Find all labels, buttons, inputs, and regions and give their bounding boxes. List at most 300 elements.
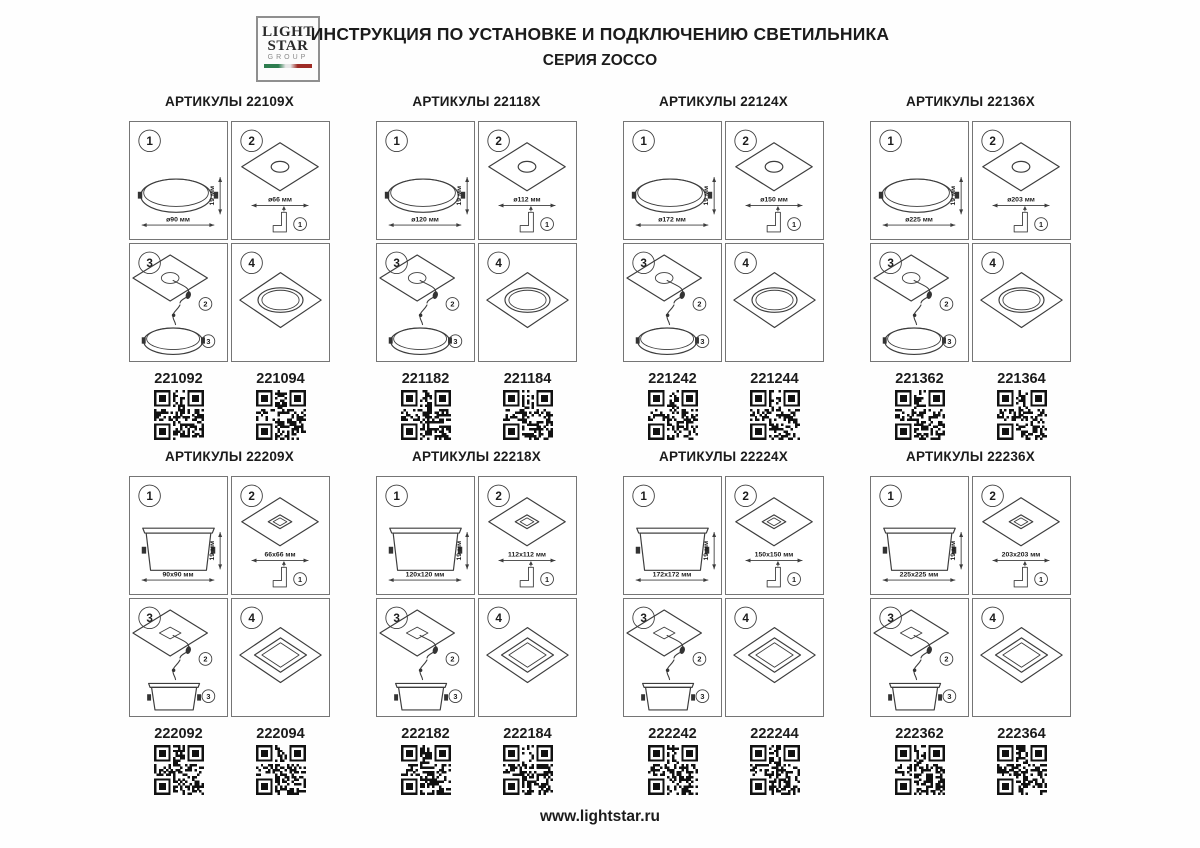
step4-installed-drawing — [232, 244, 329, 361]
height-dimension-label: 19 мм — [949, 185, 957, 206]
qr-code[interactable] — [256, 745, 306, 795]
square-cutout-hole — [1009, 515, 1033, 529]
instruction-steps-grid — [129, 121, 330, 362]
cell-step-1 — [129, 476, 228, 595]
article-number: 221182 — [401, 371, 450, 387]
step-number: 3 — [640, 257, 647, 271]
square-fixture-drawing — [389, 528, 462, 570]
step1-fixture-drawing — [377, 477, 474, 594]
cell-step-3 — [870, 598, 969, 717]
panel-title: АРТИКУЛЫ 22109X — [165, 94, 294, 109]
ceiling-tile — [487, 628, 568, 683]
height-dimension-label: 19 мм — [208, 540, 216, 561]
ceiling-tile — [489, 498, 565, 546]
power-cable — [173, 635, 189, 658]
article-number: 221184 — [503, 371, 552, 387]
bracket-ref-number: 1 — [545, 574, 550, 584]
round-cutout-hole — [1012, 161, 1030, 172]
bracket-ref-number: 1 — [1039, 574, 1044, 584]
mounting-bracket-icon — [1014, 212, 1027, 232]
cutout-dimension-label: 112x112 мм — [508, 551, 546, 559]
ceiling-tile — [242, 143, 318, 191]
cable-plug — [913, 313, 917, 317]
cable-plug — [419, 313, 423, 317]
cell-step-4 — [972, 598, 1071, 717]
step4-installed-drawing — [726, 599, 823, 716]
website-link[interactable]: www.lightstar.ru — [540, 808, 660, 825]
ceiling-tile — [240, 628, 321, 683]
cable-connector — [185, 291, 192, 300]
step-number: 4 — [495, 257, 502, 271]
qr-code[interactable] — [648, 745, 698, 795]
article-number: 221092 — [154, 371, 203, 387]
connector-ref-number: 2 — [697, 299, 702, 309]
height-dimension-label: 19 мм — [455, 540, 463, 561]
page-title: ИНСТРУКЦИЯ ПО УСТАНОВКЕ И ПОДКЛЮЧЕНИЮ СВЕТИЛЬНИКА — [310, 24, 890, 44]
cable-plug — [172, 313, 176, 317]
article-panel — [376, 449, 577, 795]
step4-installed-drawing — [232, 599, 329, 716]
bracket-ref-number: 1 — [545, 219, 550, 229]
panel-title: АРТИКУЛЫ 22118X — [412, 94, 541, 109]
article-number: 222242 — [648, 726, 697, 742]
article-numbers — [129, 726, 330, 742]
ceiling-tile — [983, 143, 1059, 191]
cell-step-1 — [870, 476, 969, 595]
ceiling-tile — [981, 273, 1062, 328]
qr-code[interactable] — [401, 745, 451, 795]
square-fixture-drawing — [636, 528, 709, 570]
article-numbers — [870, 726, 1071, 742]
panels-row-2 — [0, 449, 1200, 795]
step-number: 3 — [887, 257, 894, 271]
bracket-ref-number: 1 — [792, 574, 797, 584]
article-number: 222182 — [401, 726, 450, 742]
cell-step-1 — [623, 476, 722, 595]
round-cutout-hole — [271, 161, 289, 172]
cell-step-2 — [231, 121, 330, 240]
instruction-steps-grid — [623, 476, 824, 717]
step-number: 1 — [640, 490, 647, 504]
step1-fixture-drawing — [624, 122, 721, 239]
ceiling-tile — [489, 143, 565, 191]
qr-code[interactable] — [154, 390, 204, 440]
step2-cutout-drawing — [479, 122, 576, 239]
step1-fixture-drawing — [377, 122, 474, 239]
ceiling-tile — [734, 273, 815, 328]
height-dimension-label: 19 мм — [949, 540, 957, 561]
cable-connector — [432, 291, 439, 300]
ceiling-tile — [981, 628, 1062, 683]
step2-cutout-drawing — [973, 122, 1070, 239]
qr-code[interactable] — [895, 745, 945, 795]
bracket-ref-number: 1 — [792, 219, 797, 229]
step-number: 3 — [146, 612, 153, 626]
article-number: 222092 — [154, 726, 203, 742]
article-numbers — [623, 726, 824, 742]
cutout-dimension-label: ø150 мм — [760, 196, 788, 204]
step2-cutout-drawing — [973, 477, 1070, 594]
step4-installed-drawing — [479, 599, 576, 716]
step3-wiring-drawing — [624, 244, 721, 361]
instruction-steps-grid — [376, 121, 577, 362]
fixture-ref-number: 3 — [947, 691, 952, 701]
qr-codes — [623, 390, 824, 440]
cable-plug — [172, 668, 176, 672]
step-number: 1 — [146, 490, 153, 504]
cable-connector — [432, 646, 439, 655]
qr-code[interactable] — [997, 745, 1047, 795]
step-number: 2 — [742, 135, 749, 149]
step4-installed-drawing — [973, 244, 1070, 361]
cable-connector — [926, 291, 933, 300]
step3-wiring-drawing — [377, 244, 474, 361]
square-fixture-drawing — [883, 528, 956, 570]
bracket-ref-number: 1 — [298, 219, 303, 229]
article-number: 221244 — [750, 371, 799, 387]
step3-wiring-drawing — [377, 599, 474, 716]
article-number: 222184 — [503, 726, 552, 742]
installed-round-fixture — [999, 288, 1044, 312]
header — [0, 24, 1200, 70]
cell-step-2 — [725, 476, 824, 595]
cell-step-4 — [725, 598, 824, 717]
cell-step-2 — [478, 121, 577, 240]
square-cutout-hole — [515, 515, 539, 529]
power-cable — [420, 280, 436, 303]
step1-fixture-drawing — [871, 122, 968, 239]
cell-step-1 — [623, 121, 722, 240]
article-numbers — [376, 726, 577, 742]
power-cable — [667, 280, 683, 303]
logo-text-light: LIGHT — [262, 24, 314, 40]
power-cable — [667, 635, 683, 658]
step2-cutout-drawing — [726, 122, 823, 239]
cutout-dimension-label: ø203 мм — [1007, 196, 1035, 204]
width-dimension-label: ø90 мм — [166, 216, 190, 224]
step-number: 1 — [887, 490, 894, 504]
cutout-dimension-label: 150x150 мм — [754, 551, 794, 559]
round-fixture-drawing — [138, 179, 218, 212]
article-number: 221094 — [256, 371, 305, 387]
instruction-steps-grid — [870, 476, 1071, 717]
power-cable — [914, 280, 930, 303]
cell-step-1 — [376, 121, 475, 240]
instruction-steps-grid — [623, 121, 824, 362]
mounting-bracket-icon — [1014, 567, 1027, 587]
step-number: 2 — [989, 135, 996, 149]
article-numbers — [623, 371, 824, 387]
connector-ref-number: 2 — [697, 654, 702, 664]
step1-fixture-drawing — [624, 477, 721, 594]
panel-title: АРТИКУЛЫ 22224X — [659, 449, 788, 464]
step-number: 4 — [989, 257, 996, 271]
cell-step-3 — [376, 598, 475, 717]
step3-wiring-drawing — [624, 599, 721, 716]
ceiling-tile — [133, 610, 207, 656]
step3-wiring-drawing — [871, 599, 968, 716]
article-panel — [129, 449, 330, 795]
step-number: 1 — [393, 135, 400, 149]
step4-installed-drawing — [973, 599, 1070, 716]
qr-code[interactable] — [997, 390, 1047, 440]
width-dimension-label: 225x225 мм — [899, 571, 939, 579]
step-number: 4 — [495, 612, 502, 626]
round-fixture-drawing — [879, 179, 959, 212]
step-number: 4 — [742, 257, 749, 271]
qr-code[interactable] — [503, 745, 553, 795]
instruction-steps-grid — [870, 121, 1071, 362]
step2-cutout-drawing — [232, 122, 329, 239]
step1-fixture-drawing — [130, 122, 227, 239]
cable-plug — [666, 668, 670, 672]
installed-square-fixture — [255, 638, 307, 672]
step-number: 4 — [248, 257, 255, 271]
connector-ref-number: 2 — [203, 654, 208, 664]
ceiling-tile — [736, 143, 812, 191]
cable-plug — [419, 668, 423, 672]
panel-title: АРТИКУЛЫ 22136X — [906, 94, 1035, 109]
qr-codes — [623, 745, 824, 795]
cable-connector — [679, 291, 686, 300]
step-number: 3 — [393, 612, 400, 626]
ceiling-tile — [627, 610, 701, 656]
bracket-ref-number: 1 — [298, 574, 303, 584]
installed-square-fixture — [502, 638, 554, 672]
panel-title: АРТИКУЛЫ 22209X — [165, 449, 294, 464]
qr-codes — [129, 745, 330, 795]
step3-wiring-drawing — [130, 244, 227, 361]
mounting-bracket-icon — [273, 567, 286, 587]
square-cutout-hole — [268, 515, 292, 529]
step-number: 2 — [495, 490, 502, 504]
ceiling-tile — [874, 610, 948, 656]
step1-fixture-drawing — [871, 477, 968, 594]
qr-code[interactable] — [648, 390, 698, 440]
ceiling-tile — [734, 628, 815, 683]
series-subtitle: СЕРИЯ ZOCCO — [542, 52, 658, 69]
fixture-ref-number: 3 — [700, 691, 705, 701]
cell-step-4 — [231, 243, 330, 362]
width-dimension-label: ø225 мм — [905, 216, 933, 224]
mounting-bracket-icon — [273, 212, 286, 232]
cable-plug — [666, 313, 670, 317]
article-panel — [623, 449, 824, 795]
cell-step-2 — [231, 476, 330, 595]
cell-step-3 — [376, 243, 475, 362]
cable-plug — [913, 668, 917, 672]
qr-code[interactable] — [256, 390, 306, 440]
panel-title: АРТИКУЛЫ 22236X — [906, 449, 1035, 464]
article-number: 222362 — [895, 726, 944, 742]
instruction-steps-grid — [376, 476, 577, 717]
logo-text-group: GROUP — [267, 54, 309, 61]
width-dimension-label: 90x90 мм — [162, 571, 194, 579]
width-dimension-label: ø120 мм — [411, 216, 439, 224]
step2-cutout-drawing — [726, 477, 823, 594]
height-dimension-label: 19 мм — [702, 185, 710, 206]
step-number: 2 — [248, 135, 255, 149]
step-number: 1 — [393, 490, 400, 504]
connector-ref-number: 2 — [450, 654, 455, 664]
round-cutout-hole — [765, 161, 783, 172]
cell-step-1 — [376, 476, 475, 595]
cell-step-3 — [129, 243, 228, 362]
article-numbers — [129, 371, 330, 387]
fixture-ref-number: 3 — [453, 691, 458, 701]
step4-installed-drawing — [726, 244, 823, 361]
cell-step-4 — [478, 243, 577, 362]
article-number: 222364 — [997, 726, 1046, 742]
article-panel — [129, 94, 330, 440]
step2-cutout-drawing — [479, 477, 576, 594]
fixture-ref-number: 3 — [206, 691, 211, 701]
qr-codes — [129, 390, 330, 440]
fixture-ref-number: 3 — [206, 336, 211, 346]
cutout-dimension-label: ø112 мм — [513, 196, 541, 204]
installed-round-fixture — [752, 288, 797, 312]
ceiling-tile — [380, 255, 454, 301]
step-number: 1 — [640, 135, 647, 149]
installed-square-fixture — [996, 638, 1048, 672]
step4-installed-drawing — [479, 244, 576, 361]
round-fixture-drawing — [385, 179, 465, 212]
ceiling-tile — [736, 498, 812, 546]
connector-ref-number: 2 — [203, 299, 208, 309]
connector-ref-number: 2 — [944, 299, 949, 309]
article-numbers — [870, 371, 1071, 387]
height-dimension-label: 19 мм — [702, 540, 710, 561]
article-panel — [376, 94, 577, 440]
panel-title: АРТИКУЛЫ 22218X — [412, 449, 541, 464]
cell-step-3 — [129, 598, 228, 717]
step2-cutout-drawing — [232, 477, 329, 594]
installed-round-fixture — [505, 288, 550, 312]
cell-step-3 — [623, 243, 722, 362]
cutout-dimension-label: ø66 мм — [268, 196, 292, 204]
step-number: 4 — [248, 612, 255, 626]
article-number: 222094 — [256, 726, 305, 742]
qr-codes — [870, 390, 1071, 440]
panel-title: АРТИКУЛЫ 22124X — [659, 94, 788, 109]
panels-row-1 — [0, 94, 1200, 440]
step-number: 1 — [146, 135, 153, 149]
round-fixture-drawing — [632, 179, 712, 212]
power-cable — [914, 635, 930, 658]
cable-connector — [926, 646, 933, 655]
cell-step-4 — [231, 598, 330, 717]
article-numbers — [376, 371, 577, 387]
ceiling-tile — [380, 610, 454, 656]
cell-step-1 — [870, 121, 969, 240]
step3-wiring-drawing — [130, 599, 227, 716]
qr-code[interactable] — [401, 390, 451, 440]
ceiling-tile — [627, 255, 701, 301]
cell-step-2 — [725, 121, 824, 240]
qr-code[interactable] — [750, 745, 800, 795]
cell-step-4 — [478, 598, 577, 717]
cell-step-1 — [129, 121, 228, 240]
qr-code[interactable] — [154, 745, 204, 795]
square-fixture-drawing — [142, 528, 215, 570]
height-dimension-label: 19 мм — [208, 185, 216, 206]
step3-wiring-drawing — [871, 244, 968, 361]
mounting-bracket-icon — [767, 567, 780, 587]
ceiling-tile — [240, 273, 321, 328]
power-cable — [173, 280, 189, 303]
step1-fixture-drawing — [130, 477, 227, 594]
article-number: 222244 — [750, 726, 799, 742]
qr-codes — [376, 745, 577, 795]
ceiling-tile — [133, 255, 207, 301]
mounting-bracket-icon — [767, 212, 780, 232]
power-cable — [420, 635, 436, 658]
cutout-dimension-label: 203x203 мм — [1001, 551, 1041, 559]
cable-connector — [185, 646, 192, 655]
fixture-ref-number: 3 — [453, 336, 458, 346]
qr-code[interactable] — [503, 390, 553, 440]
cell-step-2 — [972, 476, 1071, 595]
qr-codes — [376, 390, 577, 440]
round-cutout-hole — [518, 161, 536, 172]
ceiling-tile — [242, 498, 318, 546]
square-cutout-hole — [762, 515, 786, 529]
qr-code[interactable] — [895, 390, 945, 440]
article-number: 221242 — [648, 371, 697, 387]
step-number: 3 — [393, 257, 400, 271]
step-number: 3 — [146, 257, 153, 271]
step-number: 3 — [887, 612, 894, 626]
width-dimension-label: 172x172 мм — [652, 571, 692, 579]
cell-step-4 — [725, 243, 824, 362]
article-number: 221362 — [895, 371, 944, 387]
instruction-steps-grid — [129, 476, 330, 717]
ceiling-tile — [487, 273, 568, 328]
fixture-ref-number: 3 — [947, 336, 952, 346]
step-number: 2 — [495, 135, 502, 149]
step-number: 3 — [640, 612, 647, 626]
installed-square-fixture — [749, 638, 801, 672]
ceiling-tile — [874, 255, 948, 301]
cell-step-3 — [870, 243, 969, 362]
step-number: 4 — [742, 612, 749, 626]
height-dimension-label: 19 мм — [455, 185, 463, 206]
qr-code[interactable] — [750, 390, 800, 440]
mounting-bracket-icon — [520, 212, 533, 232]
article-number: 221364 — [997, 371, 1046, 387]
cell-step-4 — [972, 243, 1071, 362]
step-number: 4 — [989, 612, 996, 626]
fixture-ref-number: 3 — [700, 336, 705, 346]
logo-text-star: STAR — [267, 38, 309, 54]
cutout-dimension-label: 66x66 мм — [264, 551, 296, 559]
connector-ref-number: 2 — [450, 299, 455, 309]
article-panel — [870, 449, 1071, 795]
ceiling-tile — [983, 498, 1059, 546]
cable-connector — [679, 646, 686, 655]
step-number: 2 — [248, 490, 255, 504]
step-number: 1 — [887, 135, 894, 149]
step-number: 2 — [742, 490, 749, 504]
width-dimension-label: ø172 мм — [658, 216, 686, 224]
article-panel — [870, 94, 1071, 440]
bracket-ref-number: 1 — [1039, 219, 1044, 229]
width-dimension-label: 120x120 мм — [405, 571, 445, 579]
qr-codes — [870, 745, 1071, 795]
installed-round-fixture — [258, 288, 303, 312]
cell-step-2 — [972, 121, 1071, 240]
connector-ref-number: 2 — [944, 654, 949, 664]
